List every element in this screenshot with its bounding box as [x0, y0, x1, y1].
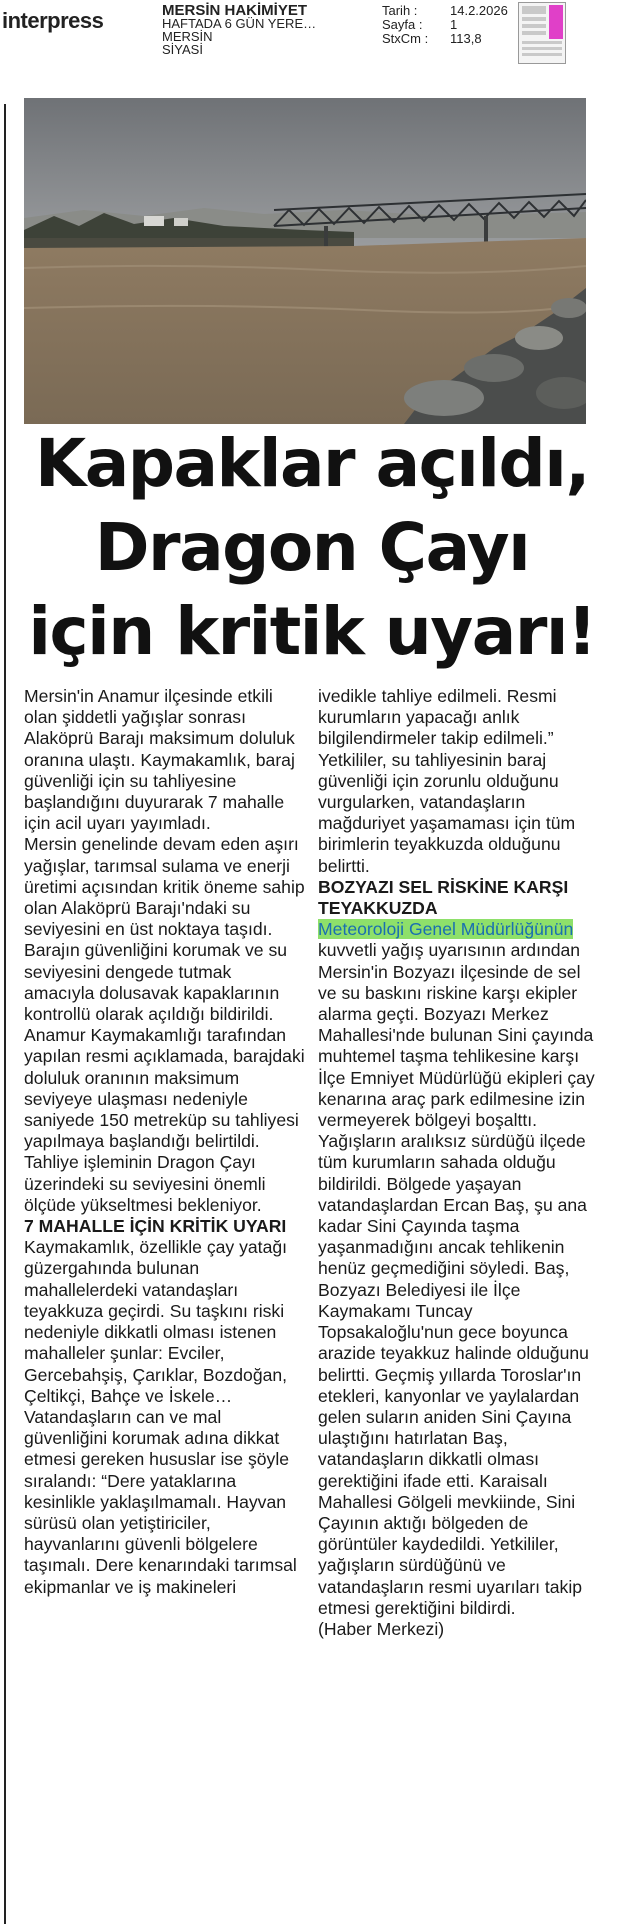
- paragraph-body: Vatandaşların can ve mal güvenliğini korumak adına dikkat etmesi gereken hususlar ise şöyle sıralandı: “Dere yataklarına kesinlikle yaklaşılmamalı. Hayvan sürüsü olan yetiştiriciler, hayvanlarını güvenli bölgelere taşımalı. Dere kenarındaki tarımsal ekipmanlar ve iş makineleri: [24, 1406, 297, 1597]
- paragraph-body: Mersin genelinde devam eden aşırı yağışlar, tarımsal sulama ve enerji üretimi açısından kritik öneme sahip olan Alaköprü Barajı'ndaki su seviyesini en üst noktaya taşıdı. Barajın güvenliğini korumak ve su seviyesini dengede tutmak amacıyla dolusavak kapaklarının kontrollü olarak açıldığı bildirildi. Anamur Kaymakamlığı tarafından yapılan resmi açıklamada, barajdaki doluluk oranının maksimum seviyeye ulaşması nedeniyle saniyede 150 metreküp su tahliyesi yapılmaya başlandığı belirtildi. Tahliye işleminin Dragon Çayı üzerindeki su seviyesini önemli ölçüde yükseltmesi bekleniyor.: [24, 834, 305, 1215]
- headline-line-1: Kapaklar açıldı,: [35, 425, 589, 502]
- byline: (Haber Merkezi): [318, 1618, 445, 1639]
- interpress-logo: [2, 8, 103, 34]
- paragraph-text: kuvvetli yağış uyarısının ardından Mersin'in Bozyazı ilçesinde de sel ve su baskını riskine karşı ekipler alarma geçti. Bozyazı Merkez Mahallesi'nde bulunan Sini çayında muhtemel taşma tehlikesine karşı İlçe Emniyet Müdürlüğü ekipleri çay kenarına araç park edilmesine izin vermeyerek bölgeyi boşalttı. Yağışların aralıksız sürdüğü ilçede tüm kurumların sahada olduğu bildirildi. Bölgede yaşayan vatandaşlardan Ercan Baş, şu ana kadar Sini Çayında taşma yaşanmadığını ancak tehlikenin henüz geçmediğini söyledi. Baş, Bozyazı Belediyesi ile İlçe Kaymakamı Tuncay Topsakaloğlu'nun gece boyunca arazide teyakkuz halinde olduğunu belirtti. Geçmiş yıllarda Toroslar'ın etekleri, kanyonlar ve yaylalardan gelen suların aniden Sini Çayına ulaştığını hatırlatan Baş, vatandaşların dikkatli olması gerektiğini ifade etti. Karaisalı Mahallesi Gölgeli mevkiinde, Sini Çayının aktığı bölgeden de görüntüler kaydedildi. Yetkililer, yağışların sürdüğünü ve vatandaşların resmi uyarıları takip etmesi gerektiğini bildirdi.: [318, 940, 595, 1618]
- stxcm-value: 113,8: [450, 31, 482, 46]
- publication-name: MERSİN HAKİMİYET: [162, 2, 308, 19]
- article-photo: [24, 98, 586, 424]
- subheading-bozyazi: BOZYAZI SEL RİSKİNE KARŞI TEYAKKUZDA: [318, 876, 569, 919]
- thumbnail-article-marker: [549, 5, 563, 39]
- subheading-7-mahalle: 7 MAHALLE İÇİN KRİTİK UYARI: [24, 1216, 287, 1237]
- page-thumbnail: [518, 2, 566, 64]
- logo-text: interpress: [2, 8, 104, 33]
- page-label: Sayfa :: [382, 17, 423, 32]
- headline-line-3: için kritik uyarı!: [28, 593, 596, 670]
- publication-frequency: HAFTADA 6 GÜN YERE…: [162, 16, 317, 31]
- paragraph-body: ivedikle tahliye edilmeli. Resmi kurumların yapacağı anlık bilgilendirmeler takip edilmeli.” Yetkililer, su tahliyesinin baraj güvenliği için zorunlu olduğunu vurgularken, vatandaşların mağduriyet yaşamaması için tüm birimlerin teyakkuzda olduğunu belirtti.: [318, 686, 576, 876]
- stxcm-label: StxCm :: [382, 31, 429, 46]
- publication-city: MERSİN: [162, 29, 213, 44]
- page-value: 1: [450, 17, 458, 32]
- headline: [14, 422, 610, 674]
- article-column-right: [318, 686, 600, 1640]
- paragraph-body: Kaymakamlık, özellikle çay yatağı güzergahında bulunan mahallelerdeki vatandaşları teyakkuza geçirdi. Su taşkını riski nedeniyle dikkatli olması istenen mahalleler şunlar: Evciler, Gercebahşiş, Çarıklar, Bozdoğan, Çeltikçi, Bahçe ve İskele…: [24, 1237, 288, 1406]
- left-rule: [4, 104, 6, 1924]
- clipping-meta: [382, 4, 508, 46]
- date-value: 14.2.2026: [450, 3, 508, 18]
- paragraph-intro: Mersin'in Anamur ilçesinde etkili olan şiddetli yağışlar sonrası Alaköprü Barajı maksimum doluluk oranına ulaştı. Kaymakamlık, baraj güvenliği için su tahliyesine başlandığını duyurarak 7 mahalle için acil uyarı yayımladı.: [24, 686, 295, 834]
- publication-category: SİYASİ: [162, 42, 203, 57]
- article-column-left: [24, 686, 306, 1598]
- headline-line-2: Dragon Çayı: [94, 509, 530, 586]
- highlighted-text: Meteoroloji Genel Müdürlüğünün: [318, 919, 574, 940]
- publication-info: [162, 4, 316, 56]
- date-label: Tarih :: [382, 3, 418, 18]
- paragraph-body: [318, 919, 600, 1619]
